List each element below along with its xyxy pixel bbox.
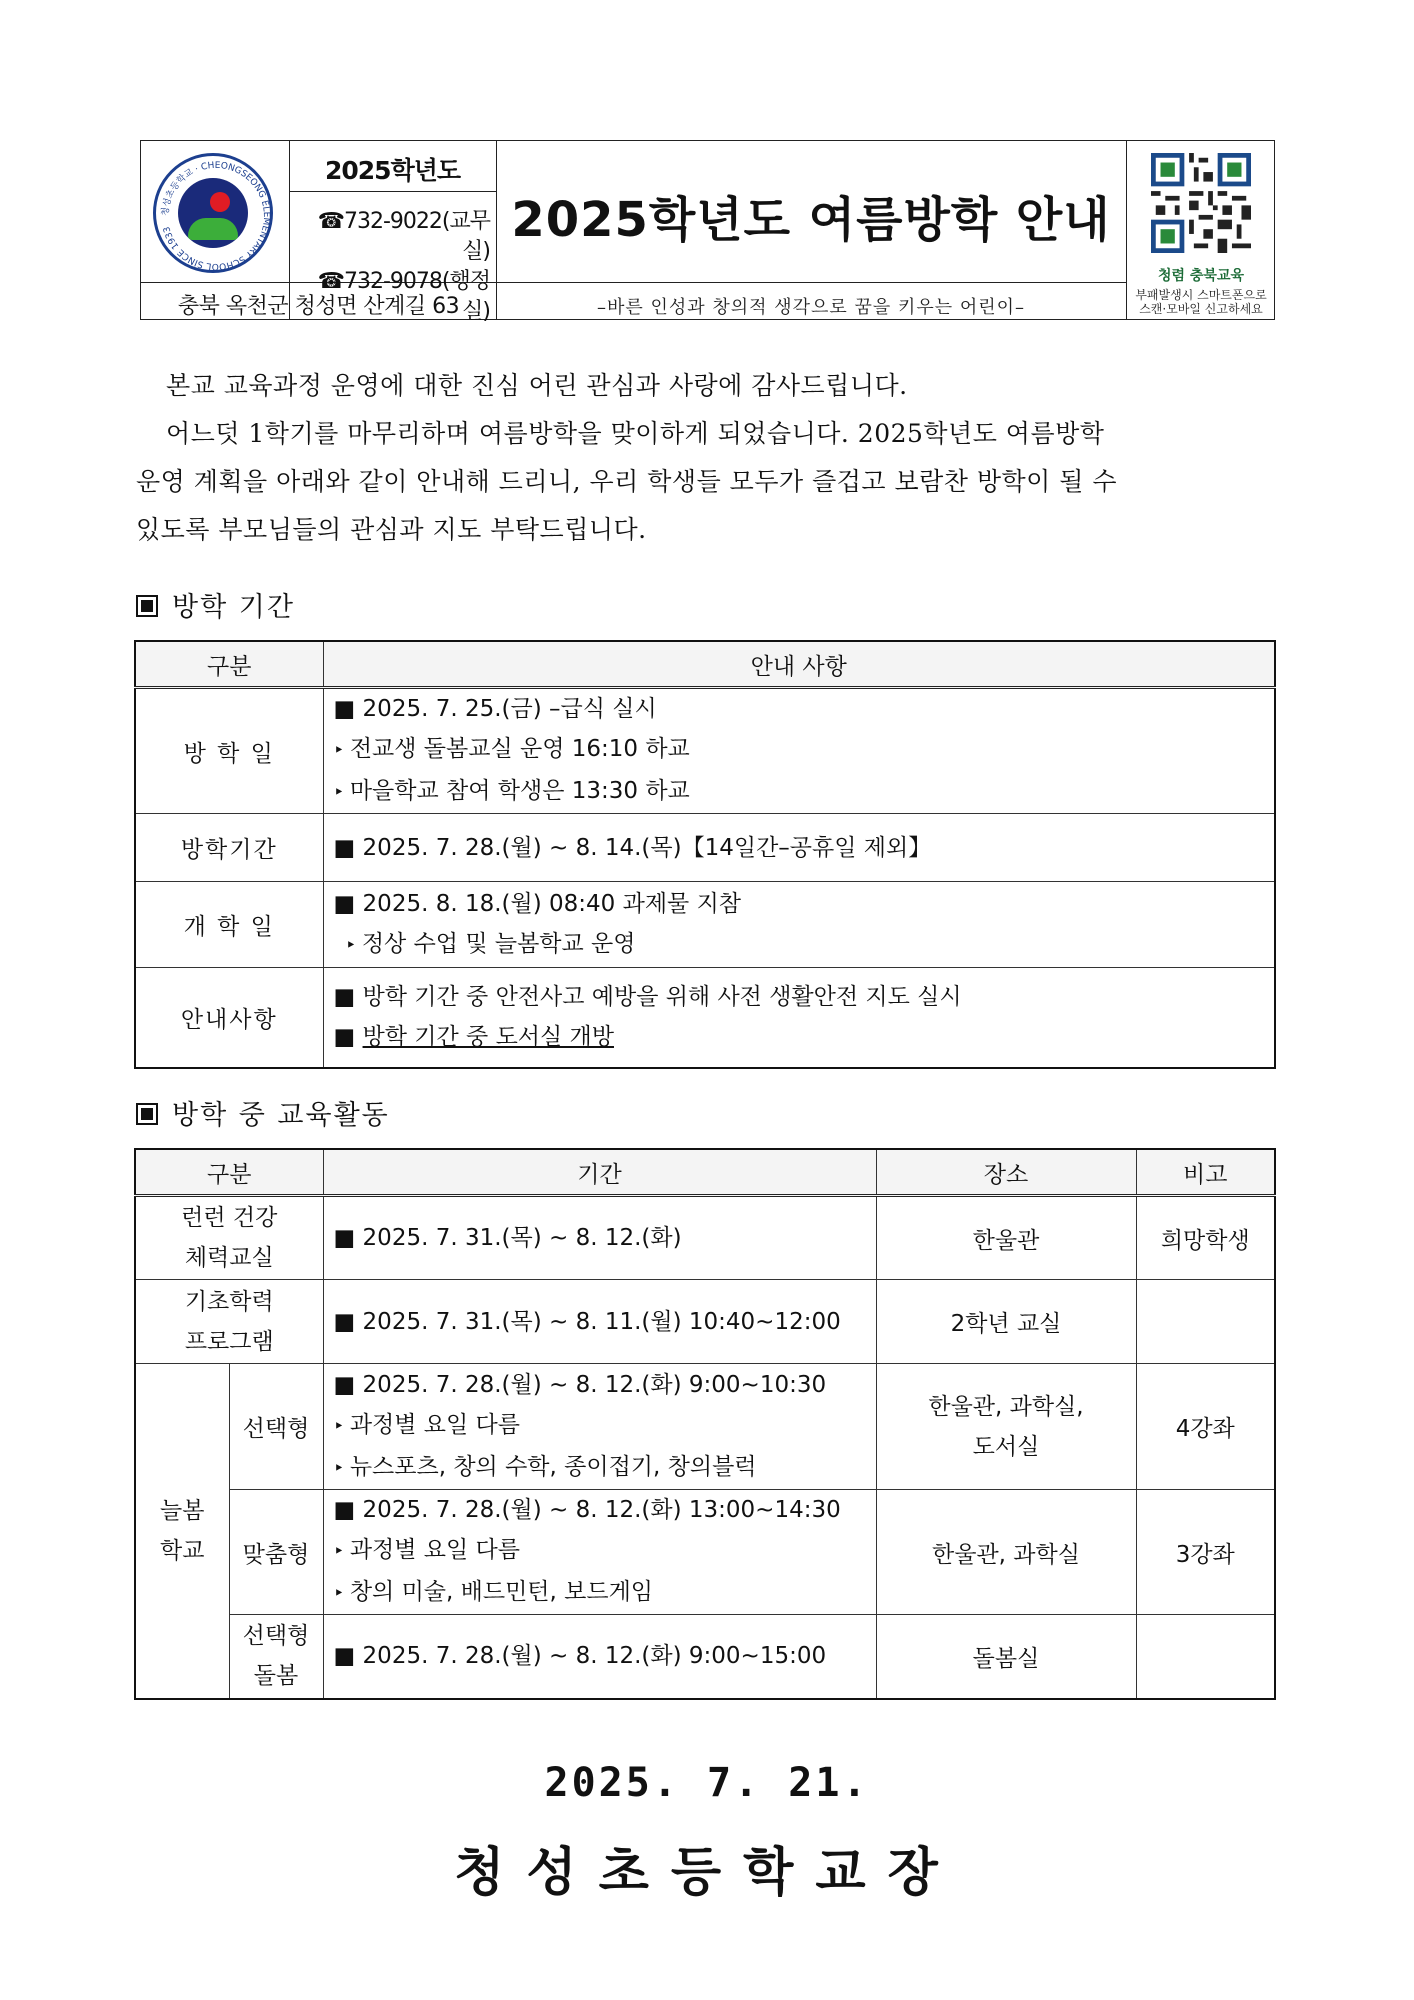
- phone-admin: ☎732-9078(행정실): [317, 269, 490, 324]
- place-cell: 한울관, 과학실: [876, 1490, 1136, 1615]
- qr-code-icon: [1151, 153, 1251, 253]
- period-line: ■ 2025. 7. 28.(월) ~ 8. 12.(화) 9:00~15:00: [334, 1636, 876, 1676]
- qr-caption-line1: 부패발생시 스마트폰으로: [1135, 288, 1267, 302]
- section-heading-vacation: 방학 기간: [136, 585, 295, 624]
- intro-p2-line1: 어느덧 1학기를 마무리하며 여름방학을 맞이하게 되었습니다. 2025학년도 여름방학: [166, 419, 1105, 448]
- col-place: 장소: [876, 1149, 1136, 1196]
- qr-panel: [1126, 141, 1276, 321]
- note-cell: 희망학생: [1136, 1196, 1275, 1280]
- col-info: 안내 사항: [323, 641, 1275, 688]
- place-cell: 한울관, 과학실,: [928, 1393, 1084, 1420]
- row-label: 체력교실: [184, 1245, 274, 1271]
- info-line: ■ 2025. 7. 25.(금) –급식 실시: [334, 689, 1275, 729]
- place-cell: 돌봄실: [876, 1615, 1136, 1699]
- info-line: ‣ 마을학교 참여 학생은 13:30 하교: [334, 771, 1275, 813]
- principal-signature: 청성초등학교장: [454, 1843, 960, 1903]
- period-line: ‣ 과정별 요일 다름: [334, 1530, 876, 1572]
- school-address: 충북 옥천군 청성면 산계길 63: [177, 294, 460, 319]
- qr-caption-line2: 스캔·모바일 신고하세요: [1139, 302, 1263, 316]
- intro-p1: 본교 교육과정 운영에 대한 진심 어린 관심과 사랑에 감사드립니다.: [166, 371, 908, 400]
- row-label: 기초학력: [184, 1288, 274, 1315]
- qr-brand: 청렴 충북교육: [1157, 268, 1245, 284]
- square-bullet-icon: [136, 595, 158, 617]
- school-motto: –바른 인성과 창의적 생각으로 꿈을 키우는 어린이–: [596, 297, 1026, 318]
- intro-p2-line3: 있도록 부모님들의 관심과 지도 부탁드립니다.: [136, 515, 647, 544]
- period-line: ‣ 창의 미술, 배드민턴, 보드게임: [334, 1572, 876, 1614]
- vacation-table: [134, 640, 1276, 1069]
- intro-p2-line2: 운영 계획을 아래와 같이 안내해 드리니, 우리 학생들 모두가 즐겁고 보람찬 방학이 될 수: [136, 467, 1118, 496]
- period-line: ‣ 과정별 요일 다름: [334, 1405, 876, 1447]
- letterhead: [140, 140, 1275, 324]
- row-label: 개 학 일: [135, 882, 323, 968]
- info-line: ‣ 전교생 돌봄교실 운영 16:10 하교: [334, 729, 1275, 771]
- period-line: ■ 2025. 7. 31.(목) ~ 8. 12.(화): [334, 1218, 876, 1258]
- info-line: ‣ 정상 수업 및 늘봄학교 운영: [334, 924, 1275, 966]
- period-line: ■ 2025. 7. 28.(월) ~ 8. 12.(화) 9:00~10:30: [334, 1365, 876, 1405]
- row-label: 프로그램: [184, 1328, 274, 1355]
- row-label: 방학기간: [135, 814, 323, 882]
- col-period: 기간: [323, 1149, 876, 1196]
- row-label: 방 학 일: [135, 688, 323, 814]
- sub-label: 선택형: [242, 1623, 310, 1650]
- square-bullet-icon: [136, 1103, 158, 1125]
- svg-text:청성초등학교 · CHEONGSEONG ELEMENTAR: 청성초등학교 · CHEONGSEONG ELEMENTARY SCHOOL SINCE 1933: [160, 160, 272, 272]
- note-cell: 3강좌: [1136, 1490, 1275, 1615]
- activities-table: [134, 1148, 1276, 1700]
- note-cell: 4강좌: [1136, 1364, 1275, 1490]
- row-label: 안내사항: [135, 968, 323, 1068]
- sub-label: 선택형: [229, 1364, 323, 1490]
- col-category: 구분: [135, 1149, 323, 1196]
- info-line: ■ 2025. 8. 18.(월) 08:40 과제물 지참: [334, 884, 1275, 924]
- row-label: 런런 건강: [181, 1205, 278, 1231]
- sub-label: 돌봄: [253, 1663, 299, 1690]
- school-logo: [141, 141, 289, 282]
- period-line: ■ 2025. 7. 28.(월) ~ 8. 12.(화) 13:00~14:30: [334, 1490, 876, 1530]
- intro-text: [136, 362, 1276, 554]
- page-title: 2025학년도 여름방학 안내: [511, 192, 1111, 248]
- period-line: ‣ 뉴스포츠, 창의 수학, 종이접기, 창의블럭: [334, 1447, 876, 1489]
- section-heading-activities: 방학 중 교육활동: [136, 1093, 390, 1132]
- school-year: 2025학년도: [324, 156, 461, 185]
- place-cell: 한울관: [876, 1196, 1136, 1280]
- note-cell: [1136, 1280, 1275, 1364]
- col-category: 구분: [135, 641, 323, 688]
- col-note: 비고: [1136, 1149, 1275, 1196]
- phone-office: ☎732-9022(교무실): [317, 209, 490, 264]
- note-cell: [1136, 1615, 1275, 1699]
- sub-label: 맞춤형: [229, 1490, 323, 1615]
- group-label-neulbom: 늘봄 학교: [135, 1364, 229, 1699]
- issue-date: 2025. 7. 21.: [544, 1760, 870, 1806]
- period-line: ■ 2025. 7. 31.(목) ~ 8. 11.(월) 10:40~12:00: [334, 1302, 876, 1342]
- place-cell: 2학년 교실: [876, 1280, 1136, 1364]
- info-line: ■ 2025. 7. 28.(월) ~ 8. 14.(목)【14일간–공휴일 제외】: [334, 828, 1275, 868]
- info-line: ■ 방학 기간 중 안전사고 예방을 위해 사전 생활안전 지도 실시: [334, 977, 1275, 1017]
- info-line: 방학 기간 중 도서실 개방: [362, 1024, 614, 1051]
- place-cell: 도서실: [972, 1433, 1040, 1460]
